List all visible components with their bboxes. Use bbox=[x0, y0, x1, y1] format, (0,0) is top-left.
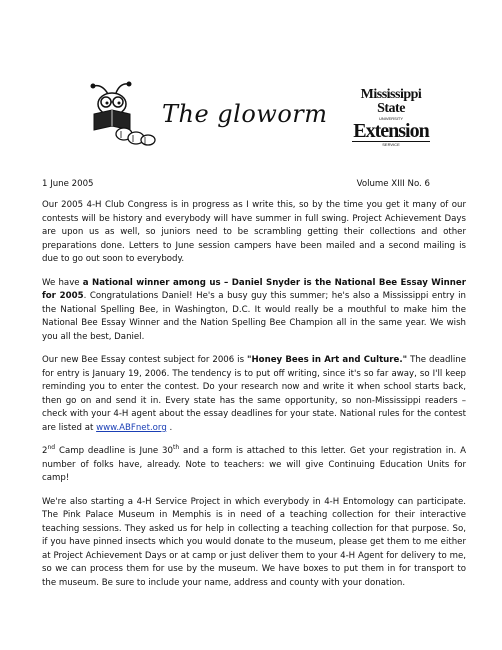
logo-line-3: SERVICE bbox=[352, 141, 430, 147]
text: Camp deadline is June 30 bbox=[55, 446, 173, 456]
text: 2 bbox=[42, 446, 48, 456]
text: . bbox=[166, 422, 173, 433]
logo-line-1: Mississippi State bbox=[360, 87, 422, 116]
issue-date: 1 June 2005 bbox=[42, 179, 94, 189]
text: and a form is attached to this letter. Get your registration in. A number of folks have, already. Note to teachers: we will give Continuing Education Units for camp! bbox=[42, 446, 466, 483]
reading-worm-icon bbox=[80, 80, 160, 148]
superscript: nd bbox=[47, 444, 56, 452]
superscript: th bbox=[172, 444, 180, 452]
paragraph-service-project: We're also starting a 4-H Service Project in which everybody in 4-H Entomology can participate. The Pink Palace Museum in Memphis is in need of a teaching collection for their interactive teaching sessions. They asked us for help in collecting a teaching collection for that purpose. So, if you have pinned insects which you would donate to the museum, please get them to me either at Project Achievement Days or at camp or just deliver them to your 4-H Agent for delivery to me, so we can process them for use by the museum. We have boxes to put them in for transport to the museum. Be sure to include your name, address and county with your donation. bbox=[42, 496, 466, 588]
issue-meta bbox=[42, 179, 430, 189]
msu-extension-logo bbox=[352, 88, 430, 147]
logo-line-1-small: UNIVERSITY bbox=[378, 116, 403, 121]
paragraph-congress: Our 2005 4-H Club Congress is in progress as I write this, so by the time you get it many of our contests will be history and everybody will have summer in full swing. Project Achievement Days are upon us as well, so juniors need to be scrambling getting their collections and other preparations done. Letters to June session campers have been mailed and a second mailing is due to go out soon to everybody. bbox=[42, 200, 466, 264]
text: The deadline for entry is January 19, 2006. The tendency is to put off writing, since it's so far away, so I'll keep reminding you to enter the contest. Do your research now and write it when school starts back, then go on and send it in. Every state has the same opportunity, so non-Mississippi readers – check with your 4-H agent about the essay deadlines for your state. National rules for the contest are listed at bbox=[42, 355, 466, 433]
paragraph-essay-contest bbox=[42, 354, 466, 435]
paragraph-camp-deadline bbox=[42, 445, 466, 486]
issue-volume: Volume XIII No. 6 bbox=[356, 179, 430, 189]
text: Our new Bee Essay contest subject for 2006 is bbox=[42, 355, 248, 365]
text: . Congratulations Daniel! He's a busy guy this summer; he's also a Mississippi entry in the National Spelling Bee, in Washington, D.C. It would really be a mouthful to make him the National Bee Essay Winner and the Nation Spelling Bee Champion all in the same year. We wish you all the best, Daniel. bbox=[42, 291, 467, 342]
masthead bbox=[80, 80, 430, 150]
logo-line-2: Extension bbox=[353, 120, 429, 142]
newsletter-body bbox=[42, 199, 466, 600]
paragraph-national-winner bbox=[42, 277, 466, 345]
highlight-text: a National winner among us – Daniel Snyder is the National Bee Essay Winner for 2005 bbox=[42, 277, 466, 301]
abfnet-link[interactable]: www.ABFnet.org bbox=[96, 422, 167, 433]
highlight-text: "Honey Bees in Art and Culture." bbox=[247, 355, 408, 365]
newsletter-title: The gloworm bbox=[162, 100, 328, 128]
text: We have bbox=[42, 277, 83, 288]
